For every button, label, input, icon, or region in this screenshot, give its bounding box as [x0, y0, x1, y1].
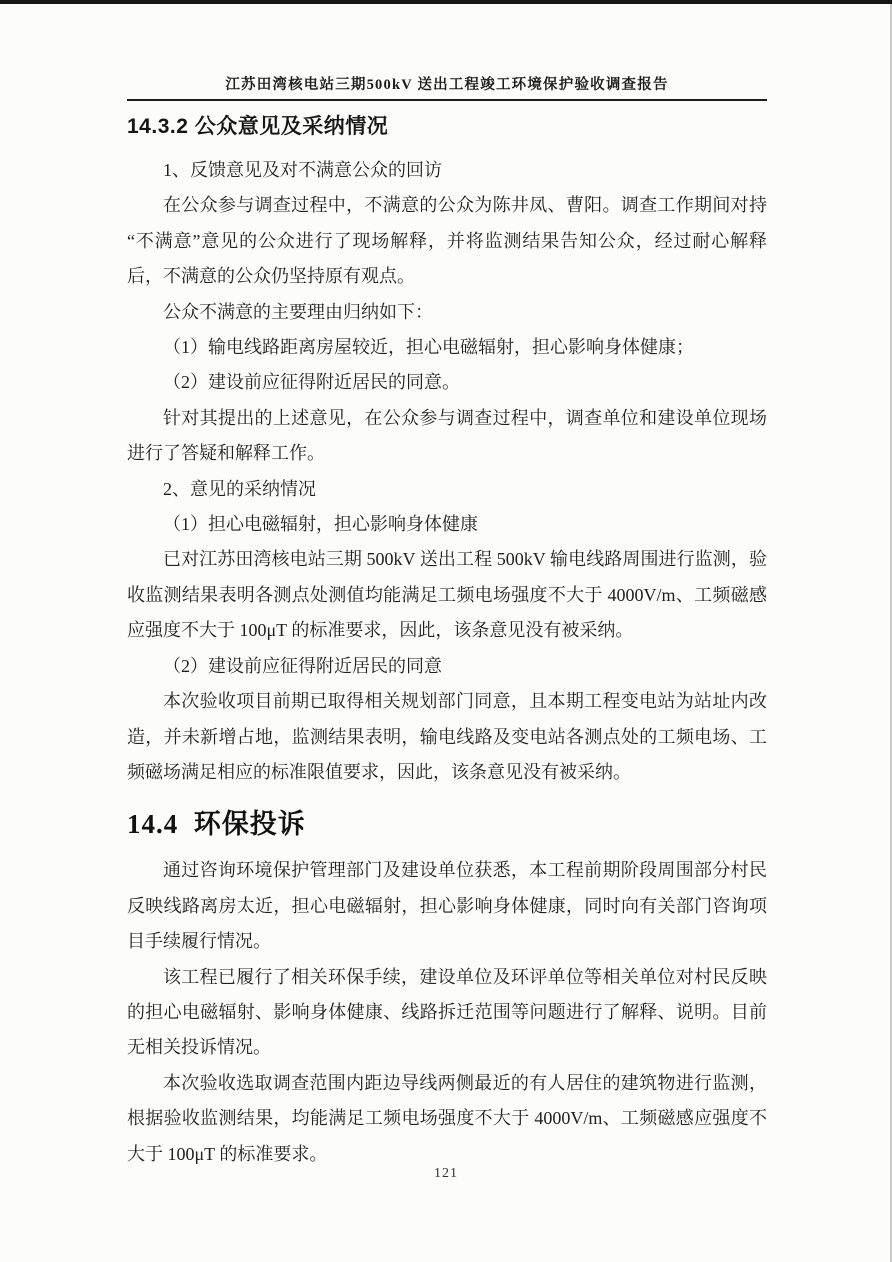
- paragraph: （2）建设前应征得附近居民的同意: [163, 655, 442, 676]
- paragraph: （2）建设前应征得附近居民的同意。: [163, 372, 460, 393]
- paragraph: 1、反馈意见及对不满意公众的回访: [163, 160, 442, 180]
- paragraph: （1）担心电磁辐射，担心影响身体健康: [163, 514, 478, 535]
- paragraph: 本次验收项目前期已取得相关规划部门同意，且本期工程变电站为站址内改造，并未新增占地，监测结果表明，输电线路及变电站各测点处的工频电场、工频磁场满足相应的标准限值要求，因此，该条意见没有被采纳。: [127, 691, 767, 782]
- paragraph: 在公众参与调查过程中，不满意的公众为陈井凤、曹阳。调查工作期间对持“不满意”意见的公众进行了现场解释，并将监测结果告知公众，经过耐心解释后，不满意的公众仍坚持原有观点。: [127, 195, 767, 287]
- page-number: 121: [434, 1166, 458, 1181]
- paragraph: 已对江苏田湾核电站三期 500kV 送出工程 500kV 输电线路周围进行监测，验收监测结果表明各测点处测值均能满足工频电场强度不大于 4000V/m、工频磁感应强度不大于 100μT 的标准要求，因此，该条意见没有被采纳。: [127, 549, 767, 641]
- paragraph: 公众不满意的主要理由归纳如下：: [163, 301, 433, 322]
- paragraph: （1）输电线路距离房屋较近，担心电磁辐射，担心影响身体健康；: [163, 337, 694, 358]
- page-content: [127, 0, 767, 1172]
- running-header: 江苏田湾核电站三期500kV 送出工程竣工环境保护验收调查报告: [225, 77, 669, 93]
- paragraph: 本次验收选取调查范围内距边导线两侧最近的有人居住的建筑物进行监测，根据验收监测结果，均能满足工频电场强度不大于 4000V/m、工频磁感应强度不大于 100μT 的标准要求。: [127, 1072, 767, 1164]
- paragraph: 该工程已履行了相关环保手续，建设单位及环评单位等相关单位对村民反映的担心电磁辐射、影响身体健康、线路拆迁范围等问题进行了解释、说明。目前无相关投诉情况。: [127, 966, 767, 1058]
- header-rule: [127, 99, 767, 101]
- paragraph: 2、意见的采纳情况: [163, 478, 316, 499]
- paragraph: 针对其提出的上述意见，在公众参与调查过程中，调查单位和建设单位现场进行了答疑和解释工作。: [127, 407, 767, 464]
- chapter-heading-14-4: 14.4 环保投诉: [127, 809, 306, 840]
- paragraph: 通过咨询环境保护管理部门及建设单位获悉，本工程前期阶段周围部分村民反映线路离房太近，担心电磁辐射，担心影响身体健康，同时向有关部门咨询项目手续履行情况。: [127, 860, 767, 952]
- section-heading-14-3-2: 14.3.2 公众意见及采纳情况: [127, 115, 389, 138]
